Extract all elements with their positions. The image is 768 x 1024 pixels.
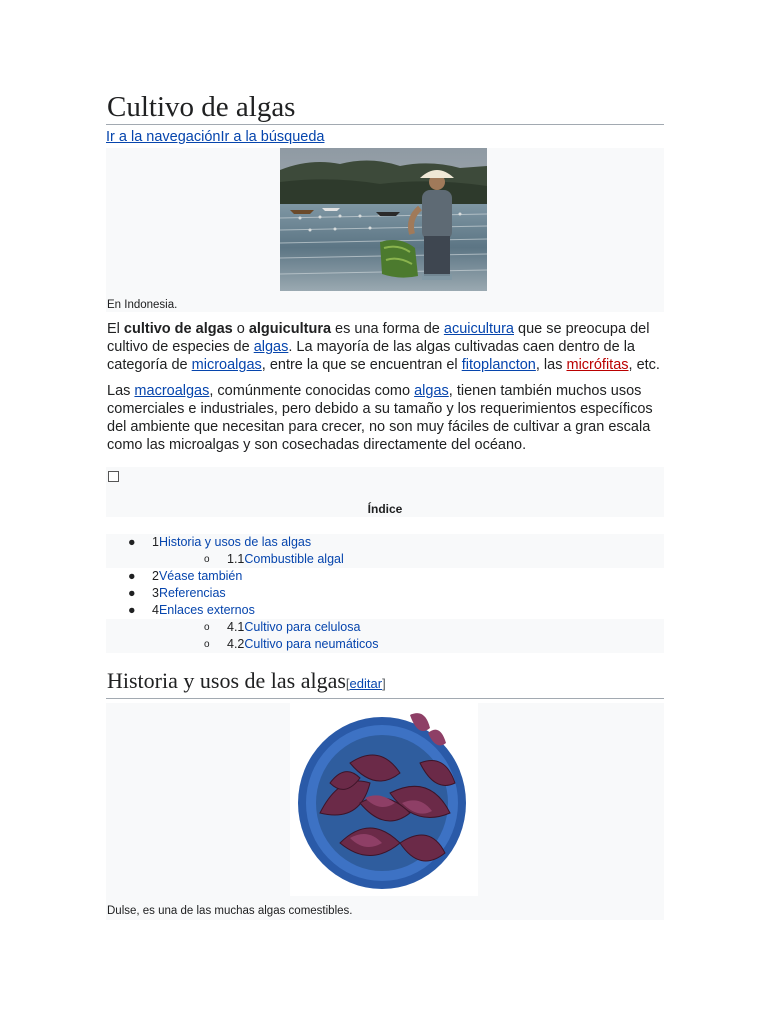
- bullet-icon: ●: [128, 535, 136, 549]
- jump-to-search-link[interactable]: Ir a la búsqueda: [220, 129, 325, 145]
- toc-item[interactable]: ● 4Enlaces externos: [128, 603, 255, 617]
- circle-bullet-icon: o: [204, 554, 210, 565]
- toc-link[interactable]: Cultivo para celulosa: [244, 620, 361, 634]
- page-title: Cultivo de algas: [106, 90, 664, 125]
- link-algas[interactable]: algas: [253, 339, 289, 355]
- toc-header: [106, 467, 664, 517]
- figure-indonesia: [106, 148, 664, 312]
- toc-item[interactable]: ● 1Historia y usos de las algas: [106, 534, 664, 551]
- toc-item[interactable]: ● 2Véase también: [128, 569, 243, 583]
- figure-dulse: [106, 703, 664, 920]
- edit-section-link[interactable]: [editar]: [345, 676, 386, 691]
- toc-item[interactable]: o 1.1Combustible algal: [106, 551, 664, 568]
- toc-title: Índice: [367, 502, 403, 516]
- toc-link[interactable]: Enlaces externos: [158, 603, 255, 617]
- circle-bullet-icon: o: [204, 622, 210, 633]
- toc-item[interactable]: ● 3Referencias: [128, 586, 226, 600]
- redlink-microfitas[interactable]: micrófitas: [566, 357, 629, 373]
- bullet-icon: ●: [128, 603, 136, 617]
- section-heading: Historia y usos de las algas[editar]: [106, 667, 664, 699]
- toc-item[interactable]: o 4.2Cultivo para neumáticos: [106, 636, 664, 653]
- jump-to-navigation-link[interactable]: Ir a la navegación: [106, 129, 221, 145]
- figure-caption: Dulse, es una de las muchas algas comestibles.: [107, 905, 353, 917]
- figure-caption: En Indonesia.: [107, 299, 178, 311]
- intro-paragraph-1: El cultivo de algas o alguicultura es una forma de acuicultura que se preocupa del cultivo de especies de algas. La mayoría de las algas cultivadas caen dentro de la categoría de microalgas, entre la que se encuentran el fitoplancton, las micrófitas, etc.: [107, 321, 660, 373]
- toc-list: [106, 534, 664, 653]
- toc-link[interactable]: Véase también: [158, 569, 243, 583]
- jump-links: [106, 127, 664, 147]
- toc-link[interactable]: Historia y usos de las algas: [158, 535, 312, 549]
- circle-bullet-icon: o: [204, 639, 210, 650]
- link-macroalgas[interactable]: macroalgas: [134, 383, 210, 399]
- intro-paragraph-2: Las macroalgas, comúnmente conocidas como algas, tienen también muchos usos comerciales e industriales, pero debido a su tamaño y los requerimientos específicos del ambiente que necesitan para crecer, no son muy fáciles de cultivar a gran escala como las microalgas y son cosechadas directamente del océano.: [107, 383, 653, 453]
- article: [106, 90, 664, 920]
- link-fitoplancton[interactable]: fitoplancton: [461, 357, 536, 373]
- link-acuicultura[interactable]: acuicultura: [443, 321, 514, 337]
- seaweed-farmer-photo[interactable]: [280, 148, 487, 291]
- toc-link[interactable]: Combustible algal: [244, 552, 344, 566]
- dulse-bowl-photo[interactable]: [290, 703, 478, 896]
- link-microalgas[interactable]: microalgas: [191, 357, 262, 373]
- bullet-icon: ●: [128, 586, 136, 600]
- toc-item[interactable]: o 4.1Cultivo para celulosa: [106, 619, 664, 636]
- bullet-icon: ●: [128, 569, 136, 583]
- toc-toggle-checkbox[interactable]: [108, 471, 119, 482]
- toc-link[interactable]: Referencias: [158, 586, 226, 600]
- toc-link[interactable]: Cultivo para neumáticos: [244, 637, 379, 651]
- link-algas-2[interactable]: algas: [414, 383, 449, 399]
